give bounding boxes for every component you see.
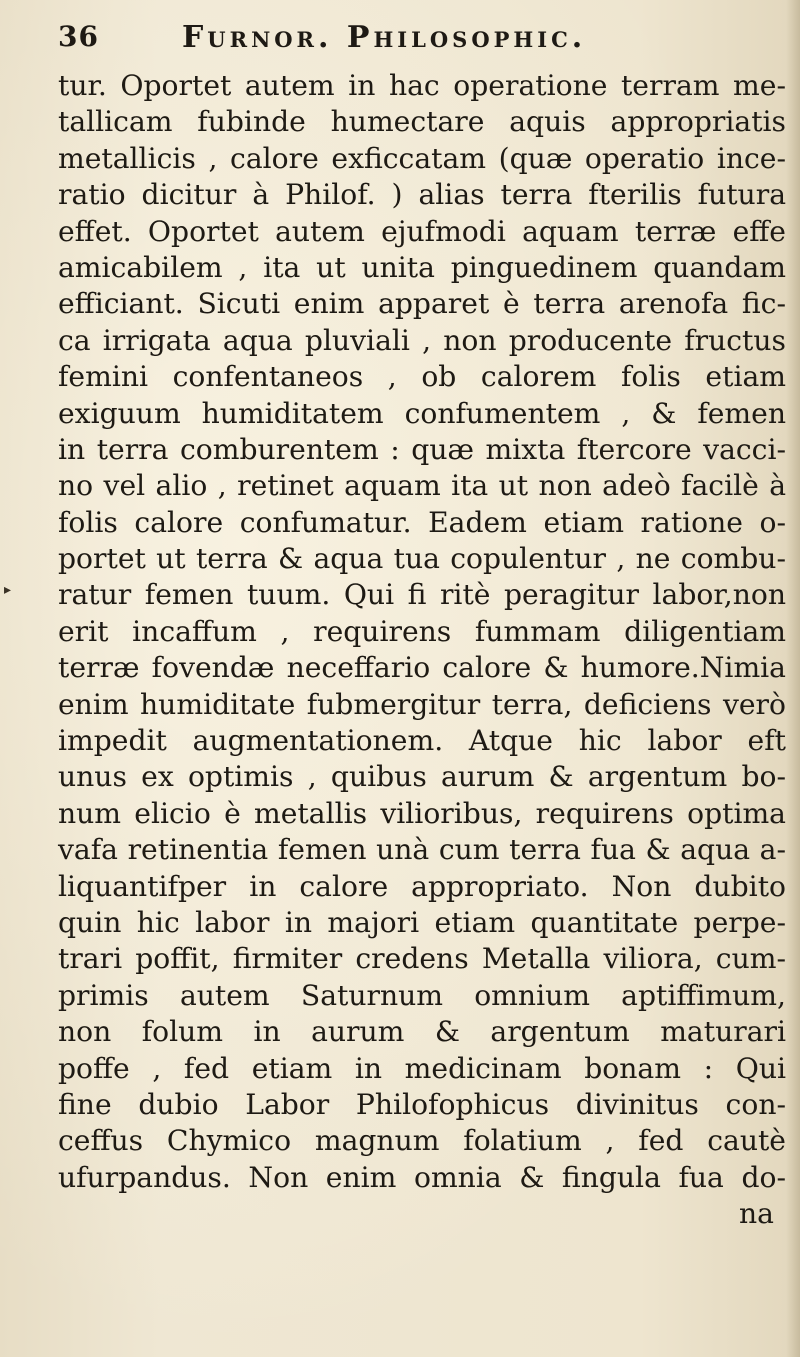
text-line: liquantifper in calore appropriato. Non dubito [58,869,786,903]
text-line: num elicio è metallis vilioribus, requirens optima [58,796,786,830]
page-edge-shadow [786,0,800,1357]
text-line: non folum in aurum & argentum maturari [58,1015,786,1049]
text-line: poffe , fed etiam in medicinam bonam : Qui [58,1051,786,1085]
text-line: ceffus Chymico magnum folatium , fed cautè [58,1124,786,1158]
text-line: efficiant. Sicuti enim apparet è terra arenofa fic- [58,287,786,321]
margin-mark: ▸ [4,582,12,598]
text-line: trari poffit, firmiter credens Metalla viliora, cum- [58,942,786,976]
text-line: terræ fovendæ neceffario calore & humore.Nimia [58,651,786,685]
text-line: fine dubio Labor Philofophicus divinitus con- [58,1087,786,1121]
text-line: enim humiditate fubmergitur terra, deficiens verò [58,687,786,721]
catchword: na [739,1197,774,1231]
text-line: erit incaffum , requirens fummam diligentiam [58,614,786,648]
text-line: no vel alio , retinet aquam ita ut non adeò facilè à [58,469,786,503]
text-line: metallicis , calore exficcatam (quæ operatio ince- [58,141,786,175]
text-line: ca irrigata aqua pluviali , non producente fructus [58,323,786,357]
text-line: portet ut terra & aqua tua copulentur , ne combu- [58,542,786,576]
text-line: tallicam fubinde humectare aquis appropriatis [58,105,786,139]
text-line: tur. Oportet autem in hac operatione terram me- [58,69,786,102]
text-line: effet. Oportet autem ejufmodi aquam terræ effe [58,214,786,248]
text-line: exiguum humiditatem confumentem , & femen [58,396,786,430]
text-line: ratur femen tuum. Qui fi ritè peragitur labor,non [58,578,786,612]
text-line: ratio dicitur à Philof. ) alias terra fterilis futura [58,178,786,212]
body-text [58,68,786,1233]
text-line: folis calore confumatur. Eadem etiam ratione o- [58,505,786,539]
text-line: impedit augmentationem. Atque hic labor eft [58,724,786,758]
text-line: in terra comburentem : quæ mixta ftercore vacci- [58,432,786,466]
text-line: quin hic labor in majori etiam quantitate perpe- [58,905,786,939]
text-line: unus ex optimis , quibus aurum & argentum bo- [58,760,786,794]
text-line: vafa retinentia femen unà cum terra fua & aqua a- [58,833,786,867]
text-line: amicabilem , ita ut unita pinguedinem quandam [58,250,786,284]
page-header [58,14,758,64]
text-line: ufurpandus. Non enim omnia & fingula fua do- [58,1160,786,1194]
text-line: primis autem Saturnum omnium aptiffimum, [58,978,786,1012]
page-number: 36 [58,20,99,53]
text-line: femini confentaneos , ob calorem folis etiam [58,360,786,394]
running-head: Furnor. Philosophic. [182,20,587,55]
